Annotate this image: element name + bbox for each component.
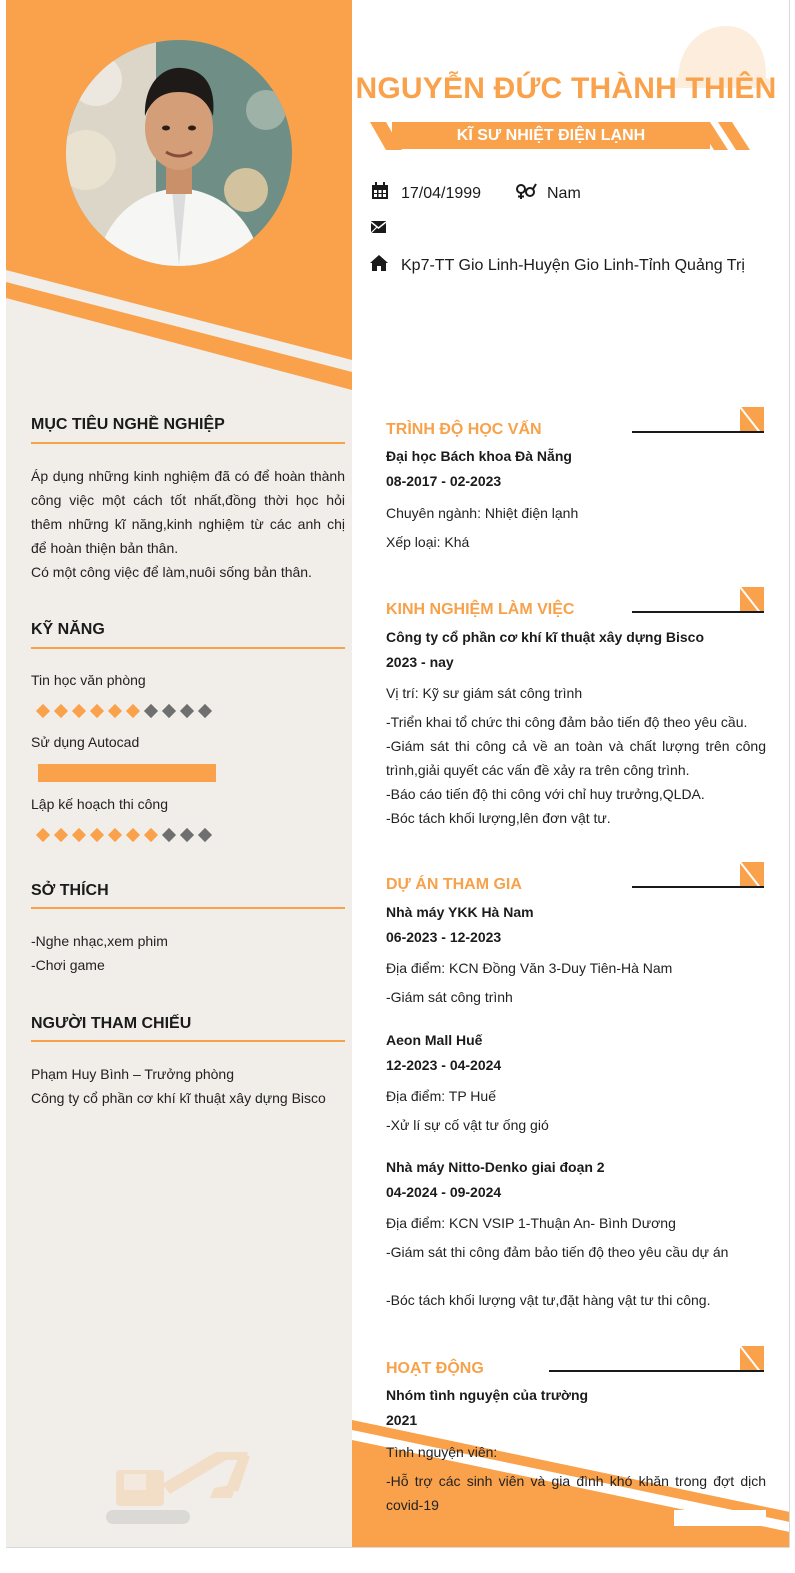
project-task: -Giám sát thi công đảm bảo tiến độ theo yêu cầu dự án: [386, 1244, 729, 1260]
experience-position: Vị trí: Kỹ sư giám sát công trình: [386, 685, 583, 701]
activity-description: -Hỗ trợ các sinh viên và gia đình khó khăn trong đợt dịch covid-19: [386, 1473, 766, 1513]
home-icon: [369, 254, 389, 272]
calendar-icon: [371, 182, 389, 200]
skill-label-planning: Lập kế hoạch thi công: [31, 796, 168, 812]
project-period: 06-2023 - 12-2023: [386, 929, 502, 945]
project-name: Aeon Mall Huế: [386, 1032, 483, 1048]
experience-duty: -Giám sát thi công cả về an toàn và chất lượng trên công trình,giải quyết các vấn đề xảy ra trên công trình.: [386, 738, 766, 778]
skills-heading: KỸ NĂNG: [31, 621, 105, 638]
hobbies-divider: [31, 907, 345, 909]
project-task: -Xử lí sự cố vật tư ống gió: [386, 1117, 549, 1133]
project-name: Nhà máy Nitto-Denko giai đoạn 2: [386, 1159, 605, 1175]
profile-photo: [66, 40, 292, 266]
objective-heading: MỤC TIÊU NGHỀ NGHIỆP: [31, 416, 225, 433]
project-name: Nhà máy YKK Hà Nam: [386, 904, 534, 920]
activities-heading: HOẠT ĐỘNG: [386, 1360, 484, 1377]
project-period: 12-2023 - 04-2024: [386, 1057, 502, 1073]
address: Kp7-TT Gio Linh-Huyện Gio Linh-Tỉnh Quảng Trị: [401, 257, 745, 274]
gender: Nam: [547, 185, 581, 202]
reference-line: Phạm Huy Bình – Trưởng phòng: [31, 1066, 234, 1082]
section-accent-icon: [740, 407, 764, 431]
company-name: Công ty cổ phần cơ khí kĩ thuật xây dựng Bisco: [386, 629, 705, 645]
education-grade: Xếp loại: Khá: [386, 534, 470, 550]
skills-divider: [31, 647, 345, 649]
skill-label-autocad: Sử dụng Autocad: [31, 734, 140, 750]
projects-heading: DỰ ÁN THAM GIA: [386, 876, 522, 893]
section-accent-icon: [740, 862, 764, 886]
experience-period: 2023 - nay: [386, 654, 454, 670]
references-heading: NGƯỜI THAM CHIẾU: [31, 1015, 192, 1032]
experience-duty: -Báo cáo tiến độ thi công với chỉ huy trưởng,QLDA.: [386, 786, 705, 802]
experience-heading: KINH NGHIỆM LÀM VIỆC: [386, 601, 575, 618]
project-task: -Bóc tách khối lượng vật tư,đặt hàng vật tư thi công.: [386, 1292, 711, 1308]
education-divider: [632, 431, 764, 433]
hobby-item: -Nghe nhạc,xem phim: [31, 933, 168, 949]
school-name: Đại học Bách khoa Đà Nẵng: [386, 448, 572, 464]
education-period: 08-2017 - 02-2023: [386, 473, 502, 489]
gender-icon: [515, 182, 537, 200]
objective-line-2: Có một công việc để làm,nuôi sống bản thân.: [31, 564, 312, 580]
activities-divider: [549, 1370, 764, 1372]
project-task: -Giám sát công trình: [386, 989, 513, 1005]
excavator-icon: [106, 1448, 266, 1538]
hobbies-heading: SỞ THÍCH: [31, 882, 109, 899]
references-divider: [31, 1040, 345, 1042]
objective-paragraph: Áp dụng những kinh nghiệm đã có để hoàn thành công việc một cách tốt nhất,đồng thời học hỏi thêm những kĩ năng,kinh nghiệm từ các anh chị để hoàn thiện bản thân.: [31, 468, 345, 556]
email-icon: [370, 219, 388, 235]
activity-year: 2021: [386, 1412, 418, 1428]
education-heading: TRÌNH ĐỘ HỌC VẤN: [386, 421, 542, 438]
job-title: KĨ SƯ NHIỆT ĐIỆN LẠNH: [392, 122, 710, 149]
activity-org: Nhóm tình nguyện của trường: [386, 1387, 589, 1403]
reference-line: Công ty cổ phần cơ khí kĩ thuật xây dựng Bisco: [31, 1090, 326, 1106]
education-major: Chuyên ngành: Nhiệt điện lạnh: [386, 505, 579, 521]
birth-date: 17/04/1999: [401, 185, 482, 202]
experience-duty: -Bóc tách khối lượng,lên đơn vật tư.: [386, 810, 611, 826]
projects-divider: [632, 886, 764, 888]
objective-divider: [31, 442, 345, 444]
section-accent-icon: [740, 1346, 764, 1370]
experience-duty: -Triển khai tổ chức thi công đảm bảo tiến độ theo yêu cầu.: [386, 714, 748, 730]
section-accent-icon: [740, 587, 764, 611]
activity-role: Tình nguyện viên:: [386, 1444, 498, 1460]
candidate-name: NGUYỄN ĐỨC THÀNH THIÊN: [355, 72, 777, 105]
skill-bar-autocad: [38, 764, 216, 782]
hobby-item: -Chơi game: [31, 957, 105, 973]
skill-label-office: Tin học văn phòng: [31, 672, 146, 688]
project-location: Địa điểm: TP Huế: [386, 1088, 496, 1104]
project-location: Địa điểm: KCN Đồng Văn 3-Duy Tiên-Hà Nam: [386, 960, 673, 976]
project-location: Địa điểm: KCN VSIP 1-Thuận An- Bình Dương: [386, 1215, 676, 1231]
experience-divider: [632, 611, 764, 613]
project-period: 04-2024 - 09-2024: [386, 1184, 502, 1200]
